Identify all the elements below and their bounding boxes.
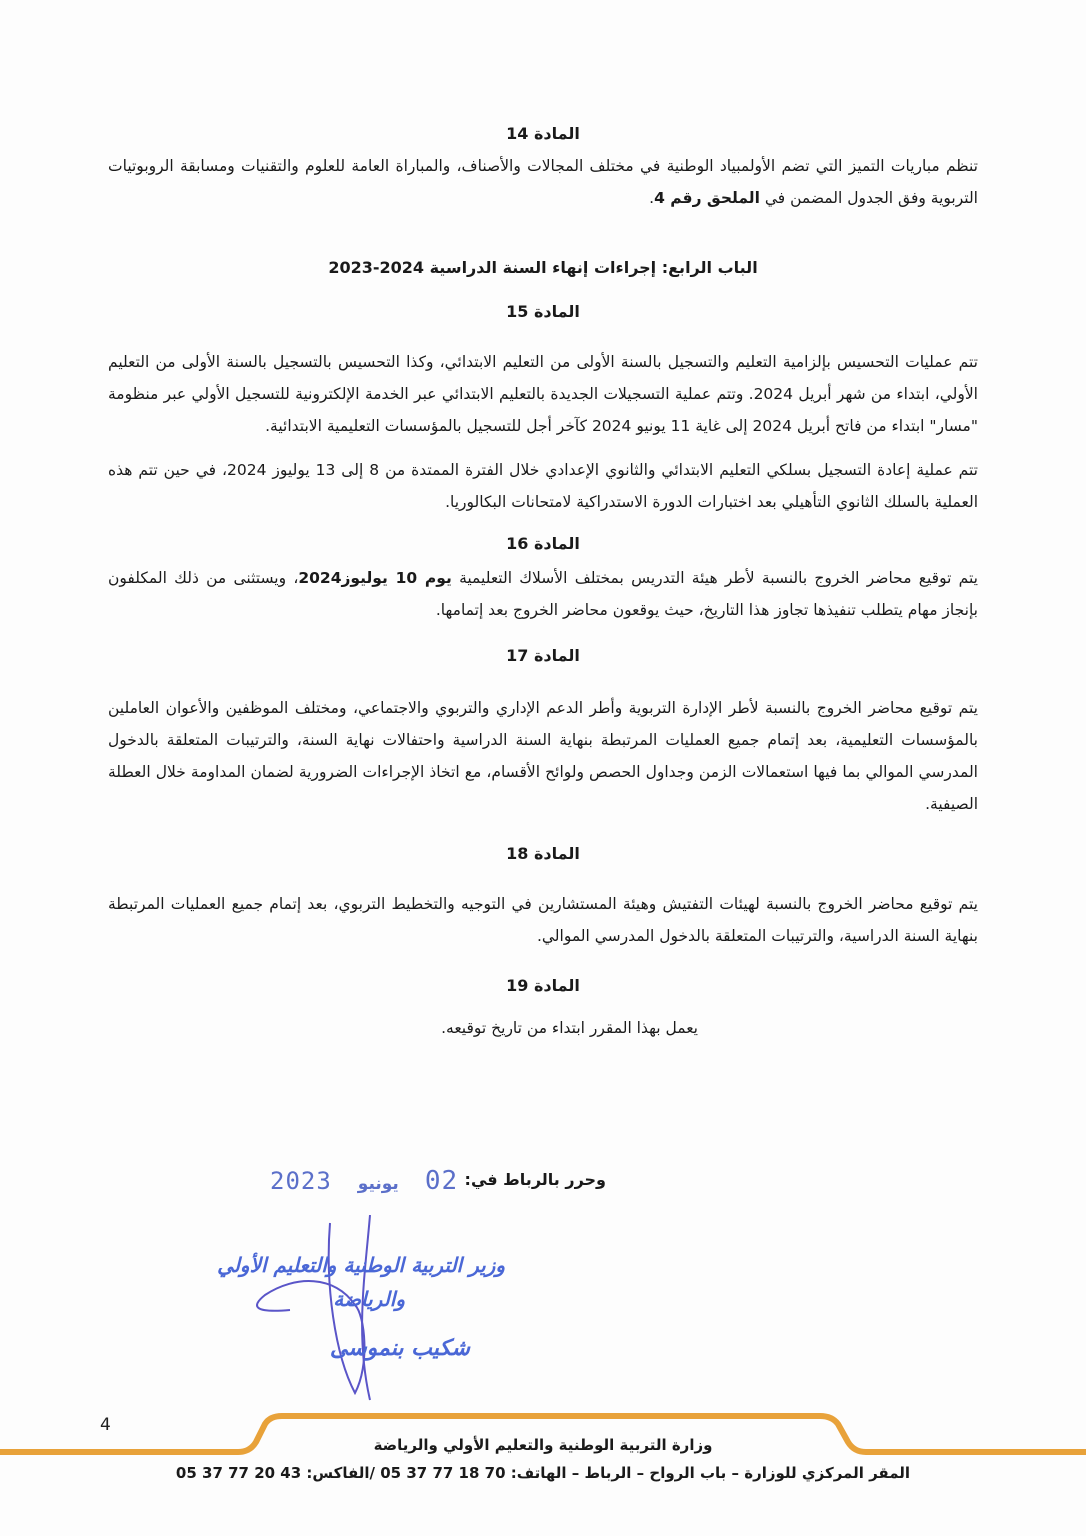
footer-phone: 05 37 77 18 70 bbox=[380, 1464, 506, 1482]
footer-fax: 05 37 77 20 43 bbox=[175, 1464, 302, 1482]
footer-address bbox=[0, 1464, 1086, 1482]
article-15-paragraph-1: تتم عمليات التحسيس بإلزامية التعليم والتسجيل بالسنة الأولى من التعليم الابتدائي، وكذا التحسيس بالتسجيل بالسنة الأولى من التعليم الأولي، ابتداء من شهر أبريل 2024. وتتم عملية التسجيلات الجديدة بالتعليم الابتدائي عبر الخدمة الإلكترونية للتسجيل الأولي عبر منظومة "مسار" ابتداء من فاتح أبريل 2024 إلى غاية 11 يونيو 2024 كآخر أجل للتسجيل بالمؤسسات التعليمية الابتدائية. bbox=[108, 353, 978, 435]
footer-address-text: المقر المركزي للوزارة – باب الرواح – الرباط – الهاتف: bbox=[505, 1464, 911, 1482]
article-14-text-main: تنظم مباريات التميز التي تضم الأولمبياد الوطنية في مختلف المجالات والأصناف، والمباراة العامة للعلوم والتقنيات ومسابقة الروبوتيات التربوية وفق الجدول المضمن في bbox=[108, 157, 978, 207]
article-15-heading: المادة 15 bbox=[506, 302, 580, 321]
stamp-day: 02 bbox=[424, 1166, 459, 1196]
signature-title-line-1: وزير التربية الوطنية والتعليم الأولي bbox=[217, 1253, 505, 1277]
stamp-year: 2023 bbox=[270, 1167, 332, 1195]
article-14-text-end: . bbox=[649, 189, 655, 207]
article-16-heading: المادة 16 bbox=[506, 534, 580, 553]
article-16-text-end: ، ويستثنى من ذلك المكلفون بإنجاز مهام يتطلب تنفيذها تجاوز هذا التاريخ، حيث يوقعون محاضر الخروج بعد إتمامها. bbox=[108, 569, 978, 619]
annex-reference: الملحق رقم 4 bbox=[654, 189, 760, 207]
signature-name: شكيب بنموسى bbox=[329, 1335, 470, 1361]
signing-place-label: وحرر بالرباط في: bbox=[464, 1170, 606, 1189]
article-17-heading: المادة 17 bbox=[506, 646, 580, 665]
article-18-text: يتم توقيع محاضر الخروج بالنسبة لهيئات التفتيش وهيئة المستشارين في التوجيه والتخطيط التربوي، بعد إتمام جميع العمليات المرتبطة بنهاية السنة الدراسية، والترتيبات المتعلقة بالدخول المدرسي الموالي. bbox=[108, 895, 978, 945]
footer-fax-label: /الفاكس: bbox=[301, 1464, 381, 1482]
article-16-text bbox=[108, 562, 978, 626]
article-19-text: يعمل بهذا المقرر ابتداء من تاريخ توقيعه. bbox=[441, 1019, 698, 1037]
stamp-month: يونيو bbox=[357, 1174, 399, 1194]
exit-date: يوم 10 يوليوز2024 bbox=[298, 569, 452, 587]
article-14-heading: المادة 14 bbox=[506, 124, 580, 143]
article-17-text: يتم توقيع محاضر الخروج بالنسبة لأطر الإدارة التربوية وأطر الدعم الإداري والتربوي والاجتماعي، ومختلف الموظفين والأعوان العاملين بالمؤسسات التعليمية، بعد إتمام جميع العمليات المرتبطة بنهاية السنة الدراسية واحتفالات نهاية السنة، والترتيبات المتعلقة بالدخول المدرسي الموالي بما فيها استعمالات الزمن وجداول الحصص ولوائح الأقسام، مع اتخاذ الإجراءات الضرورية لضمان المداومة خلال العطلة الصيفية. bbox=[108, 699, 978, 813]
minister-signature bbox=[195, 1215, 525, 1405]
article-16-text-start: يتم توقيع محاضر الخروج بالنسبة لأطر هيئة التدريس بمختلف الأسلاك التعليمية bbox=[451, 569, 978, 587]
footer-ministry-name: وزارة التربية الوطنية والتعليم الأولي والرياضة bbox=[373, 1436, 713, 1454]
document-body bbox=[108, 118, 978, 1044]
article-19-heading: المادة 19 bbox=[506, 976, 580, 995]
date-stamp bbox=[270, 1166, 458, 1196]
page-number: 4 bbox=[100, 1415, 111, 1435]
article-18-heading: المادة 18 bbox=[506, 844, 580, 863]
signature-title-line-2: والرياضة bbox=[333, 1287, 405, 1311]
chapter-4-heading: الباب الرابع: إجراءات إنهاء السنة الدراسية 2024-2023 bbox=[328, 258, 758, 277]
article-14-text bbox=[108, 150, 978, 214]
article-15-paragraph-2: تتم عملية إعادة التسجيل بسلكي التعليم الابتدائي والثانوي الإعدادي خلال الفترة الممتدة من 8 إلى 13 يوليوز 2024، في حين تتم هذه العملية بالسلك الثانوي التأهيلي بعد اختبارات الدورة الاستدراكية لامتحانات البكالوريا. bbox=[108, 461, 978, 511]
